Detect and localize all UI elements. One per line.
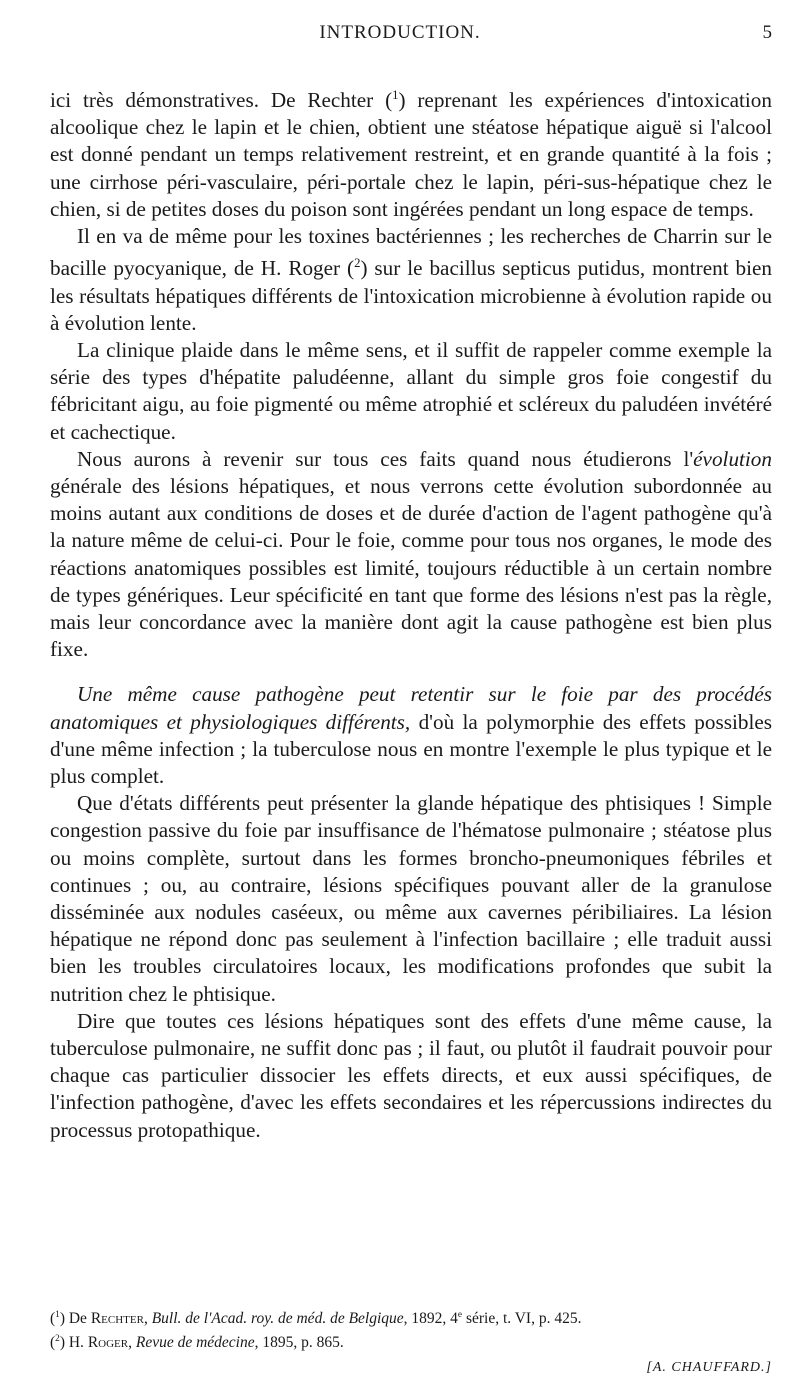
italic-text: Bull. de l'Acad. roy. de méd. de Belgique <box>151 1310 404 1328</box>
paragraph <box>50 82 772 223</box>
italic-text: évolution <box>693 446 772 471</box>
footnotes <box>50 1305 772 1353</box>
text-run: Nous aurons à revenir sur tous ces faits quand nous étudierons l' <box>77 446 694 471</box>
text-run: Il en va de même pour les toxines bactériennes ; les recherches de Charrin sur le bacille pyocyanique, de H. Roger ( <box>50 224 772 281</box>
paragraph <box>50 790 772 1008</box>
text-run: Que d'états différents peut présenter la glande hépatique des phtisiques ! Simple congestion passive du foie par insuffisance de l'hématose pulmonaire ; stéatose plus ou moins complète, surtout dans les formes broncho-pneumoniques fébriles et continues ; ou, au contraire, lésions spécifiques pouvant aller de la granulose disséminée aux nodules caséeux, ou même aux cavernes péribiliaires. La lésion hépatique ne répond donc pas seulement à l'infection bacillaire ; elle traduit aussi bien les troubles circulatoires locaux, les modifications profondes que subit la nutrition chez le phtisique. <box>50 791 772 1006</box>
superscript: 1 <box>392 88 399 102</box>
paragraph <box>50 337 772 446</box>
text-run: , <box>143 1310 152 1328</box>
author-signature: [A. CHAUFFARD.] <box>646 1360 772 1375</box>
page-header <box>0 22 800 52</box>
text-run: ( <box>50 1334 56 1352</box>
text-run: ici très démonstratives. De Rechter ( <box>50 88 393 113</box>
text-run: ) reprenant les expériences d'intoxication alcoolique chez le lapin et le chien, obtient une stéatose hépatique aiguë si l'alcool est donné pendant un temps relativement restreint, et en grande quantité à la fois ; une cirrhose péri-vasculaire, péri-portale chez le lapin, péri-sus-hépatique chez le chien, si de petites doses du poison sont ingérées pendant un long espace de temps. <box>50 88 772 221</box>
paragraph <box>50 681 772 790</box>
text-run: d'où la polymorphie des effets possibles d'une même infection ; la tuberculose nous en montre l'exemple le plus typique et le plus complet. <box>50 709 772 788</box>
text-run: ) De <box>59 1310 91 1328</box>
author-name: Roger <box>87 1334 129 1352</box>
paragraph <box>50 223 772 337</box>
body-text <box>50 82 772 1144</box>
page-number: 5 <box>762 22 772 43</box>
superscript: e <box>457 1310 463 1320</box>
text-run: série, t. VI, p. 425. <box>462 1310 582 1328</box>
paragraph <box>50 1008 772 1144</box>
footnote <box>50 1305 772 1329</box>
author-name: Rechter <box>90 1310 144 1328</box>
italic-text: Une même cause pathogène peut retentir sur le foie par des procédés anatomiques et physiologiques différents, <box>50 682 772 734</box>
text-run: La clinique plaide dans le même sens, et il suffit de rappeler comme exemple la série des types d'hépatite paludéenne, allant du simple gros foie congestif du fébricitant aigu, au foie pigmenté ou même atrophié et scléreux du paludéen invétéré et cachectique. <box>50 337 772 444</box>
text-run: , 1892, 4 <box>403 1310 458 1328</box>
text-run: ) H. <box>59 1334 88 1352</box>
superscript: 1 <box>55 1310 60 1320</box>
superscript: 2 <box>354 256 361 271</box>
text-run: , <box>128 1334 136 1352</box>
text-run: ( <box>50 1310 56 1328</box>
footnote <box>50 1329 772 1353</box>
superscript: 2 <box>55 1334 60 1345</box>
paragraph <box>50 446 772 664</box>
text-run: ) sur le bacillus septicus putidus, montrent bien les résultats hépatiques différents de l'intoxication microbienne à évolution rapide ou à évolution lente. <box>50 256 772 335</box>
text-run: , 1895, p. 865. <box>254 1334 344 1352</box>
text-run: Dire que toutes ces lésions hépatiques sont des effets d'une même cause, la tuberculose pulmonaire, ne suffit donc pas ; il faut, ou plutôt il faudrait pouvoir pour chaque cas particulier dissocier les effets directs, et eux aussi spécifiques, de l'infection pathogène, d'avec les effets secondaires et les répercussions indirectes du processus protopathique. <box>50 1008 772 1142</box>
running-title: INTRODUCTION. <box>319 22 481 43</box>
italic-text: Revue de médecine <box>135 1334 255 1352</box>
text-run: générale des lésions hépatiques, et nous verrons cette évolution subordonnée au moins autant aux conditions de doses et de durée d'action de l'agent pathogène qu'à la nature même de celui-ci. Pour le foie, comme pour tous nos organes, le mode des réactions anatomiques possibles est limité, toujours réductible à un certain nombre de types génériques. Leur spécificité en tant que forme des lésions n'est pas la règle, mais leur concordance avec la manière dont agit la cause pathogène est bien plus fixe. <box>50 473 772 662</box>
